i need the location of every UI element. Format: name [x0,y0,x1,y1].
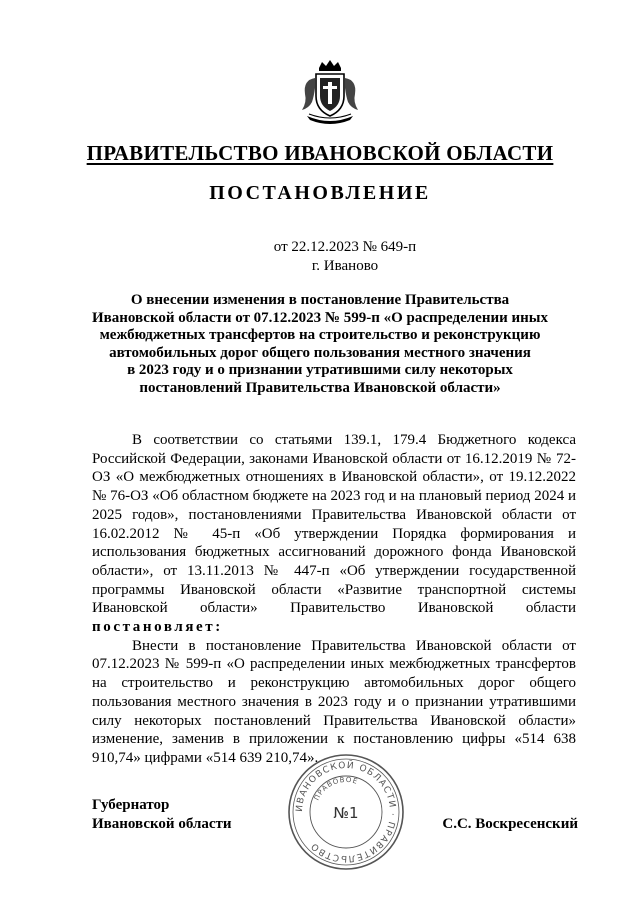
document-title [88,292,552,398]
organization-name: ПРАВИТЕЛЬСТВО ИВАНОВСКОЙ ОБЛАСТИ [86,141,554,165]
seal-inner-text: ПРАВОВОЕ [312,775,360,802]
signatory-name: С.С. Воскресенский [442,816,578,832]
preamble-paragraph [92,431,576,637]
document-type: ПОСТАНОВЛЕНИЕ [209,182,431,204]
resolution-paragraph: Внести в постановление Правительства Ивановской области от 07.12.2023 № 599-п «О распределении иных межбюджетных трансфертов на строительство и реконструкцию автомобильных дорог общего пользования местного значения в 2023 году и о признании утратившими силу некоторых постановлений Правительства Ивановской области» изменение, заменив в приложении к постановлению цифры «514 638 910,74» цифрами «514 639 210,74». [92,637,576,766]
title-line: Ивановской области от 07.12.2023 № 599-п «О распределении иных [91,309,548,326]
title-line: межбюджетных трансфертов на строительство и реконструкцию [99,327,541,344]
seal-number: №1 [333,804,359,822]
coat-of-arms-icon [295,58,365,128]
date-block [0,238,640,276]
title-line: автомобильных дорог общего пользования местного значения [109,344,531,361]
position-line: Губернатор [92,797,170,813]
document-city: г. Иваново [311,258,379,274]
title-line: постановлений Правительства Ивановской области» [139,379,501,396]
title-line: в 2023 году и о признании утратившими силу некоторых [127,362,513,379]
preamble-text: В соответствии со статьями 139.1, 179.4 Бюджетного кодекса Российской Федерации, законами Ивановской области от 16.12.2019 № 72-ОЗ «О межбюджетных отношениях в Ивановской области», от 19.12.2022 № 76-ОЗ «Об областном бюджете на 2023 год и на плановый период 2024 и 2025 годов», постановлениями Правительства Ивановской области от 16.02.2012 № 45-п «Об утверждении Порядка формирования и использования бюджетных ассигнований дорожного фонда Ивановской области», от 13.11.2013 № 447-п «Об утверждении государственной программы Ивановской области «Развитие транспортной системы Ивановской области» Правительство Ивановской области [92,432,576,617]
document-body [92,431,576,768]
document-date-number: от 22.12.2023 № 649-п [273,239,417,255]
official-seal [286,752,406,872]
position-line: Ивановской области [92,816,232,832]
title-line: О внесении изменения в постановление Правительства [130,292,510,308]
signatory-position [92,796,232,834]
seal-ring-text: ИВАНОВСКОЙ ОБЛАСТИ · ПРАВИТЕЛЬСТВО [294,760,398,864]
resolves-word: постановляет: [92,619,223,636]
